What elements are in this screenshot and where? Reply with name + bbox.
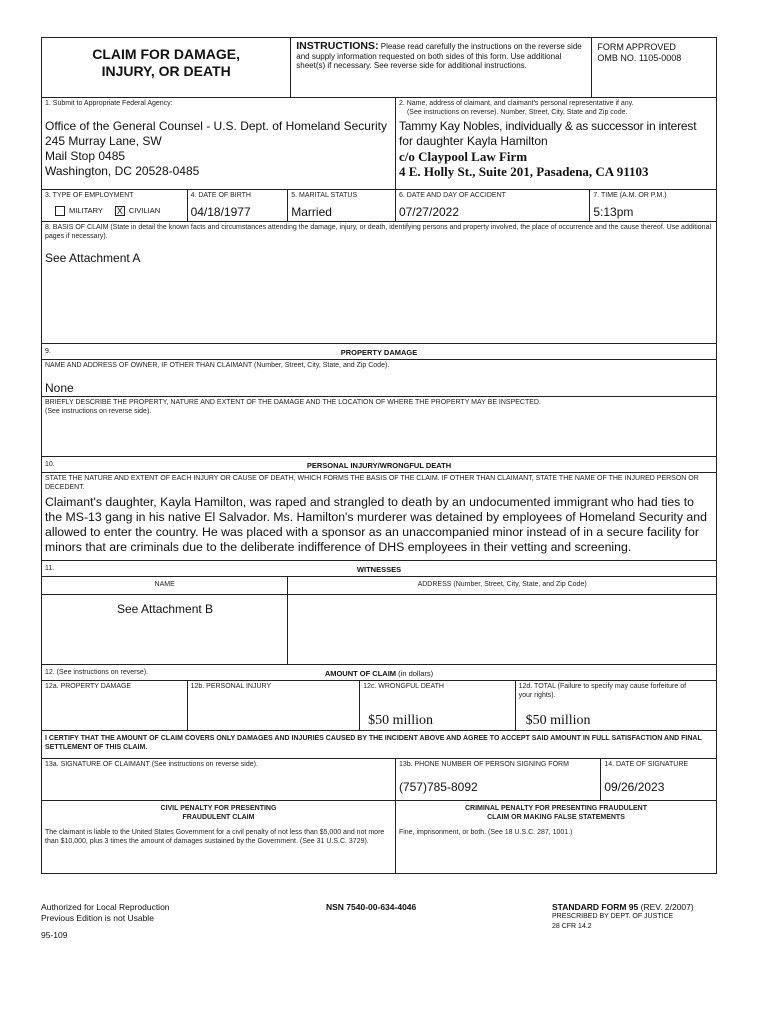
injury-label: STATE THE NATURE AND EXTENT OF EACH INJURY OR CAUSE OF DEATH, WHICH FORMS THE BASIS OF THE CLAIM. IF OTHER THAN CLAIMANT, STATE THE NAME OF THE INJURED PERSON OR DECEDENT. — [45, 475, 699, 491]
footer-cfr: 28 CFR 14.2 — [552, 923, 592, 930]
personal-injury-amount-label: 12b. PERSONAL INJURY — [190, 683, 272, 690]
witness-name-heading: NAME — [154, 581, 175, 588]
injury-heading: PERSONAL INJURY/WRONGFUL DEATH — [306, 461, 452, 470]
property-owner-field[interactable] — [42, 360, 716, 396]
signature-date-label: 14. DATE OF SIGNATURE — [604, 761, 689, 768]
civil-penalty-heading2: FRAUDULENT CLAIM — [182, 813, 255, 821]
property-damage-amount-field[interactable] — [42, 681, 188, 730]
civilian-checkbox[interactable]: X — [116, 205, 123, 216]
footer-previous: Previous Edition is not Usable — [41, 913, 154, 923]
injury-num: 10. — [45, 461, 55, 468]
certification-statement — [42, 731, 716, 758]
employment-field — [42, 190, 188, 221]
phone-value: (757)785-8092 — [398, 779, 478, 794]
footer-prescribed: PRESCRIBED BY DEPT. OF JUSTICE — [552, 913, 674, 920]
civil-penalty — [42, 801, 396, 873]
instructions-text: Please read carefully the instructions on the reverse side and supply information requested on both sides of this form. Use additional sheet(s) if necessary. See reverse side for additional instructions. — [296, 42, 582, 70]
property-owner-label: NAME AND ADDRESS OF OWNER, IF OTHER THAN CLAIMANT (Number, Street, City, State, and Zip Code). — [45, 362, 390, 369]
witnesses-num: 11. — [45, 565, 55, 572]
criminal-penalty-heading1: CRIMINAL PENALTY FOR PRESENTING FRAUDULENT — [464, 805, 647, 812]
injury-description-field[interactable] — [42, 473, 716, 560]
witnesses-heading: WITNESSES — [356, 565, 402, 574]
instructions — [291, 38, 592, 97]
claimant-line1: Tammy Kay Nobles, individually & as successor in interest — [398, 119, 697, 133]
witness-name-col — [42, 577, 288, 594]
total-amount-value: $50 million — [525, 713, 591, 728]
property-owner-value: None — [45, 380, 74, 395]
agency-field[interactable] — [42, 98, 396, 189]
criminal-penalty — [396, 801, 716, 873]
marital-label: 5. MARITAL STATUS — [291, 192, 358, 199]
agency-line3: Mail Stop 0485 — [45, 148, 126, 163]
military-label: MILITARY — [69, 205, 103, 215]
amount-heading: AMOUNT OF CLAIM — [324, 669, 397, 678]
witness-address-col — [288, 577, 716, 594]
injury-value: Claimant's daughter, Kayla Hamilton, was raped and strangled to death by an undocumented immigrant who had ties to the MS-13 gang in his native El Salvador. Ms. Hamilton's murderer was detained by employees of Homeland Security and allowed to enter the country. He was placed with a sponsor as an unaccompanied minor instead of in a secure facility for minors that are criminals due to the deliberate indifference of DHS employees in their vetting and screening. — [45, 495, 707, 554]
form-approval — [592, 38, 716, 97]
injury-header — [42, 457, 716, 472]
footer-authorized: Authorized for Local Reproduction — [41, 902, 170, 912]
claimant-label: 2. Name, address of claimant, and claimant's personal representative if any. — [398, 100, 634, 107]
witness-name-value: See Attachment B — [117, 602, 214, 616]
dob-field[interactable] — [188, 190, 289, 221]
witness-name-field[interactable] — [42, 595, 288, 664]
omb-number: OMB NO. 1105-0008 — [597, 53, 682, 63]
accident-date-label: 6. DATE AND DAY OF ACCIDENT — [398, 192, 506, 199]
claim-form — [41, 37, 717, 874]
accident-date-value: 07/27/2022 — [398, 204, 460, 219]
claimant-line3: c/o Claypool Law Firm — [398, 149, 528, 164]
property-describe-sub: (See instructions on reverse side). — [45, 407, 152, 415]
witness-address-field[interactable] — [288, 595, 716, 664]
property-describe-label: BRIEFLY DESCRIBE THE PROPERTY, NATURE AND EXTENT OF THE DAMAGE AND THE LOCATION OF WHERE THE PROPERTY MAY BE INSPECTED. — [45, 399, 541, 406]
basis-value: See Attachment A — [45, 251, 141, 265]
civil-penalty-text: The claimant is liable to the United States Government for a civil penalty of not less than $5,000 and not more than $10,000, plus 3 times the amount of damages sustained by the Government. (See 31 U.S.C. 3729). — [45, 829, 385, 845]
property-damage-amount-label: 12a. PROPERTY DAMAGE — [45, 683, 132, 690]
phone-field[interactable] — [396, 759, 601, 800]
time-label: 7. TIME (A.M. OR P.M.) — [593, 192, 667, 199]
claimant-line4: 4 E. Holly St., Suite 201, Pasadena, CA 91103 — [398, 164, 649, 179]
wrongful-death-amount-field[interactable] — [360, 681, 516, 730]
agency-line1: Office of the General Counsel - U.S. Dept. of Homeland Security — [45, 118, 387, 133]
total-amount-label: 12d. TOTAL (Failure to specify may cause forfeiture of your rights). — [518, 683, 687, 699]
form-title — [42, 38, 291, 97]
property-damage-header — [42, 344, 716, 359]
footer-rev: (REV. 2/2007) — [640, 902, 694, 912]
employment-label: 3. TYPE OF EMPLOYMENT — [45, 192, 134, 199]
signature-field[interactable] — [42, 759, 396, 800]
footer-code: 95-109 — [41, 930, 68, 940]
form-approved-label: FORM APPROVED — [597, 42, 676, 52]
basis-label: 8. BASIS OF CLAIM (State in detail the known facts and circumstances attending the damage, injury, or death, identifying persons and property involved, the place of occurrence and the cause thereof. Use additional pages if necessary). — [45, 224, 712, 240]
wrongful-death-amount-label: 12c. WRONGFUL DEATH — [363, 683, 444, 690]
marital-value: Married — [291, 204, 332, 219]
signature-label: 13a. SIGNATURE OF CLAIMANT (See instructions on reverse side). — [45, 761, 258, 768]
claimant-line2: for daughter Kayla Hamilton — [398, 134, 548, 148]
claimant-sublabel: (See instructions on reverse). Number, Street, City, State and Zip code. — [406, 108, 628, 116]
property-heading: PROPERTY DAMAGE — [340, 348, 418, 357]
basis-of-claim-field[interactable] — [42, 222, 716, 343]
dob-value: 04/18/1977 — [190, 204, 251, 219]
criminal-penalty-heading2: CLAIM OR MAKING FALSE STATEMENTS — [487, 813, 625, 821]
accident-date-field[interactable] — [396, 190, 590, 221]
marital-field[interactable] — [288, 190, 396, 221]
civilian-label: CIVILIAN — [128, 205, 161, 215]
criminal-penalty-text: Fine, imprisonment, or both. (See 18 U.S.C. 287, 1001.) — [398, 829, 573, 836]
military-checkbox[interactable] — [55, 206, 65, 216]
instructions-label: INSTRUCTIONS: — [296, 40, 379, 52]
form-title-line1: CLAIM FOR DAMAGE, — [92, 46, 240, 62]
total-amount-field[interactable] — [516, 681, 716, 730]
personal-injury-amount-field[interactable] — [188, 681, 360, 730]
property-num: 9. — [45, 348, 51, 355]
civil-penalty-heading1: CIVIL PENALTY FOR PRESENTING — [160, 805, 277, 812]
property-description-field[interactable] — [42, 397, 716, 456]
wrongful-death-amount-value: $50 million — [368, 713, 434, 728]
amount-header — [42, 665, 716, 680]
time-value: 5:13pm — [593, 204, 634, 219]
witness-address-heading: ADDRESS (Number, Street, City, State, and Zip Code) — [417, 581, 587, 588]
phone-label: 13b. PHONE NUMBER OF PERSON SIGNING FORM — [398, 761, 569, 768]
footer-sf: STANDARD FORM 95 — [552, 902, 639, 912]
time-field[interactable] — [590, 190, 716, 221]
dob-label: 4. DATE OF BIRTH — [190, 192, 251, 199]
amount-num: 12. (See instructions on reverse). — [45, 669, 149, 676]
signature-date-field[interactable] — [601, 759, 716, 800]
signature-date-value: 09/26/2023 — [604, 779, 665, 794]
agency-line4: Washington, DC 20528-0485 — [45, 163, 200, 178]
amount-heading-sub: (in dollars) — [398, 669, 434, 678]
claimant-field[interactable] — [396, 98, 716, 189]
certification-text: I CERTIFY THAT THE AMOUNT OF CLAIM COVERS ONLY DAMAGES AND INJURIES CAUSED BY THE INCIDENT ABOVE AND AGREE TO ACCEPT SAID AMOUNT IN FULL SATISFACTION AND FINAL SETTLEMENT OF THIS CLAIM. — [45, 735, 702, 751]
agency-line2: 245 Murray Lane, SW — [45, 133, 162, 148]
agency-label: 1. Submit to Appropriate Federal Agency: — [45, 100, 173, 107]
witnesses-header — [42, 561, 716, 576]
form-title-line2: INJURY, OR DEATH — [101, 63, 231, 79]
footer-nsn: NSN 7540-00-634-4046 — [326, 902, 417, 912]
